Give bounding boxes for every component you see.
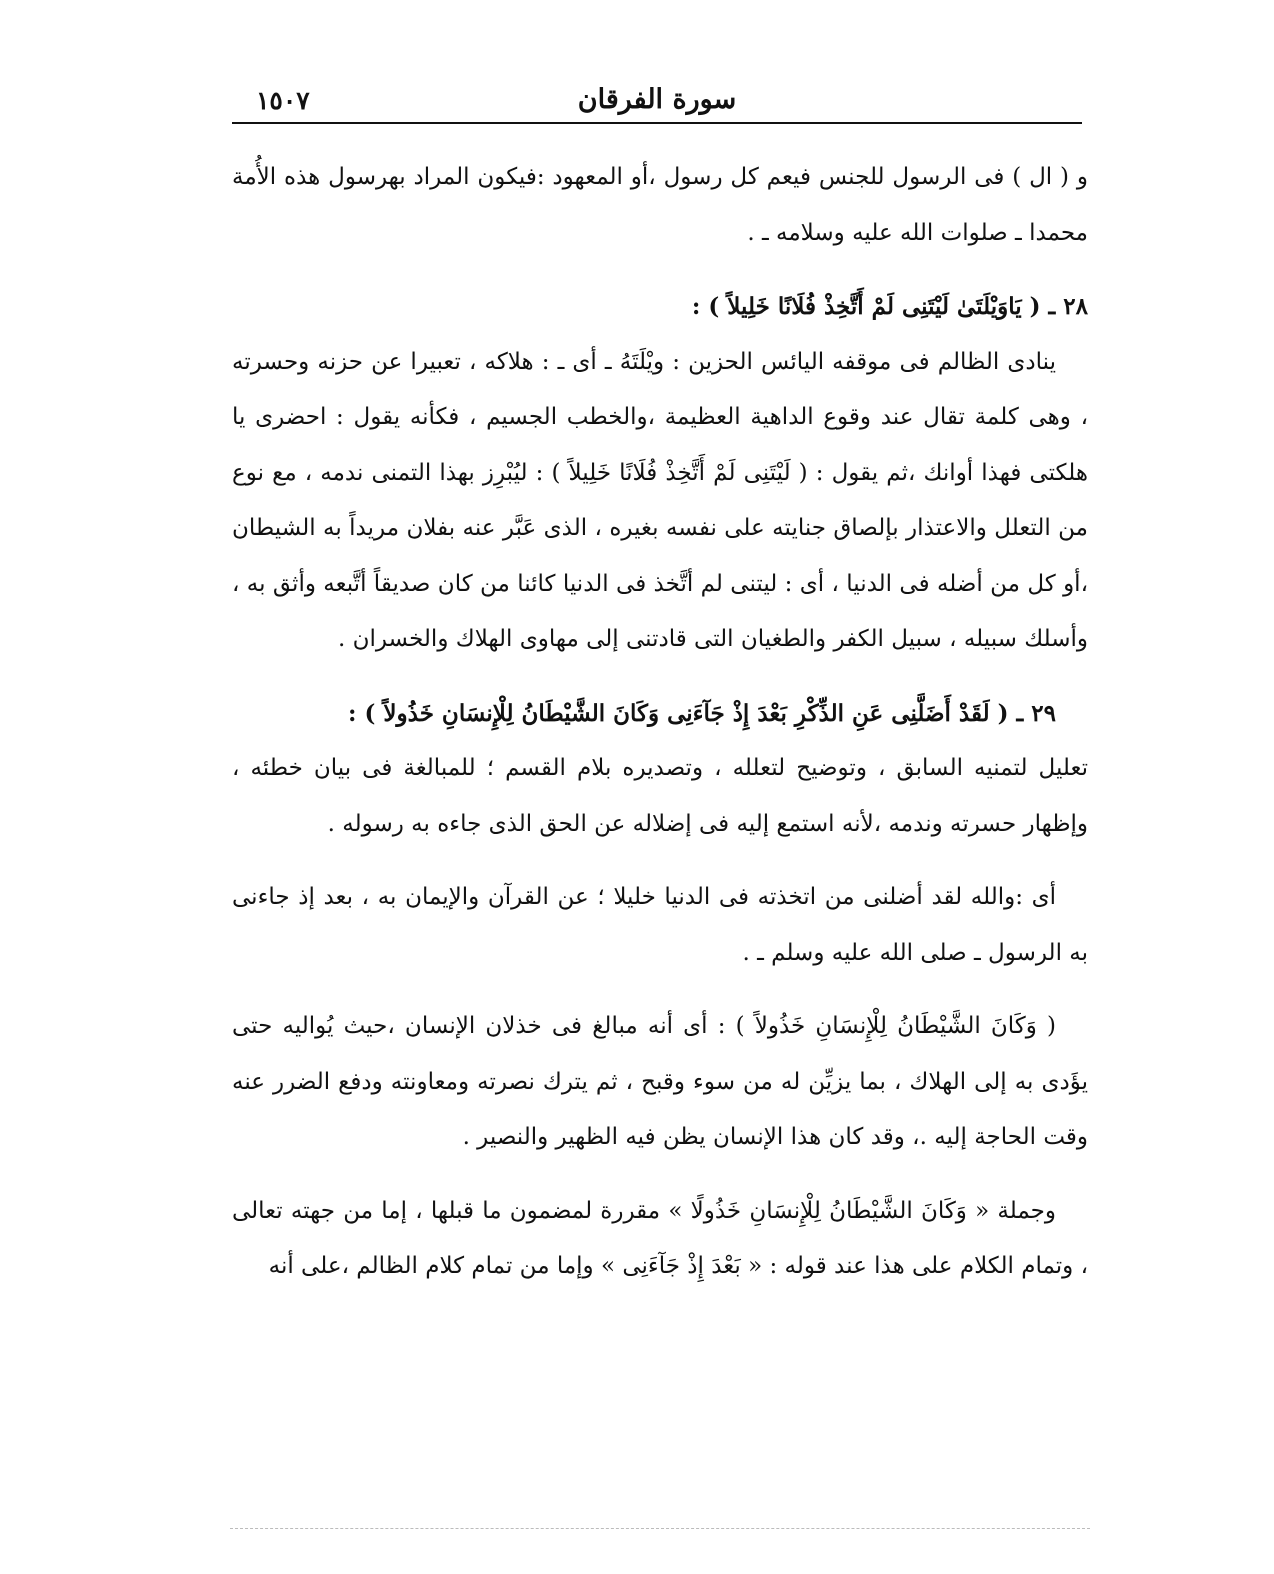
header-divider (232, 122, 1082, 124)
paragraph: ( وَكَانَ الشَّيْطَانُ لِلْإِنسَانِ خَذُولاً ) : أى أنه مبالغ فى خذلان الإنسان ،حيث يُواليه حتى يؤَدى به إلى الهلاك ، بما يزيِّن له من سوء وقبح ، ثم يترك نصرته ومعاونته ودفع الضرر عنه وقت الحاجة إليه .، وقد كان هذا الإنسان يظن فيه الظهير والنصير . (232, 1013, 1088, 1150)
footer-divider (230, 1528, 1090, 1529)
paragraph: ينادى الظالم فى موقفه اليائس الحزين : ويْلَتَهُ ـ أى ـ : هلاكه ، تعبيرا عن حزنه وحسرته ، وهى كلمة تقال عند وقوع الداهية العظيمة ،والخطب الجسيم ، فكأنه يقول : احضرى يا هلكتى فهذا أوانك ،ثم يقول : ( لَيْتَنِى لَمْ أَتَّخِذْ فُلَانًا خَلِيلاً ) : ليُبْرِز بهذا التمنى ندمه ، مع نوع من التعلل والاعتذار بإلصاق جنايته على نفسه بغيره ، الذى عَبَّر عنه بفلان مريداً به الشيطان ،أو كل من أضله فى الدنيا ، أى : ليتنى لم أتَّخذ فى الدنيا كائنا من كان صديقاً أتَّبعه وأثق به ، وأسلك سبيله ، سبيل الكفر والطغيان التى قادتنى إلى مهاوى الهلاك والخسران . (232, 348, 1088, 652)
page-header (232, 78, 1082, 124)
surah-title: سورة الفرقان (577, 84, 737, 115)
verse-heading-28: ٢٨ ـ ( يَاوَيْلَتَىٰ لَيْتَنِى لَمْ أَتَّخِذْ فُلَانًا خَلِيلاً ) : (691, 293, 1088, 320)
paragraph: أى :والله لقد أضلنى من اتخذته فى الدنيا خليلا ؛ عن القرآن والإيمان به ، بعد إذ جاءنى به الرسول ـ صلى الله عليه وسلم ـ . (232, 884, 1088, 966)
verse-heading-29: ٢٩ ـ ( لَقَدْ أَضَلَّنِى عَنِ الذِّكْرِ بَعْدَ إِذْ جَآءَنِى وَكَانَ الشَّيْطَانُ لِلْإِنسَانِ خَذُولاً ) : (348, 699, 1056, 727)
paragraph: و ( ال ) فى الرسول للجنس فيعم كل رسول ،أو المعهود :فيكون المراد بهرسول هذه الأُمة محمدا ـ صلوات الله عليه وسلامه ـ . (232, 164, 1088, 246)
paragraph: تعليل لتمنيه السابق ، وتوضيح لتعلله ، وتصديره بلام القسم ؛ للمبالغة فى بيان خطئه ، وإظهار حسرته وندمه ،لأنه استمع إليه فى إضلاله عن الحق الذى جاءه به رسوله . (232, 755, 1088, 837)
page-number: ١٥٠٧ (256, 86, 310, 115)
paragraph: وجملة « وَكَانَ الشَّيْطَانُ لِلْإِنسَانِ خَذُولًا » مقررة لمضمون ما قبلها ، إما من جهته تعالى ، وتمام الكلام على هذا عند قوله : « بَعْدَ إِذْ جَآءَنِى » وإما من تمام كلام الظالم ،على أنه (232, 1197, 1088, 1279)
page-body (232, 150, 1088, 1295)
